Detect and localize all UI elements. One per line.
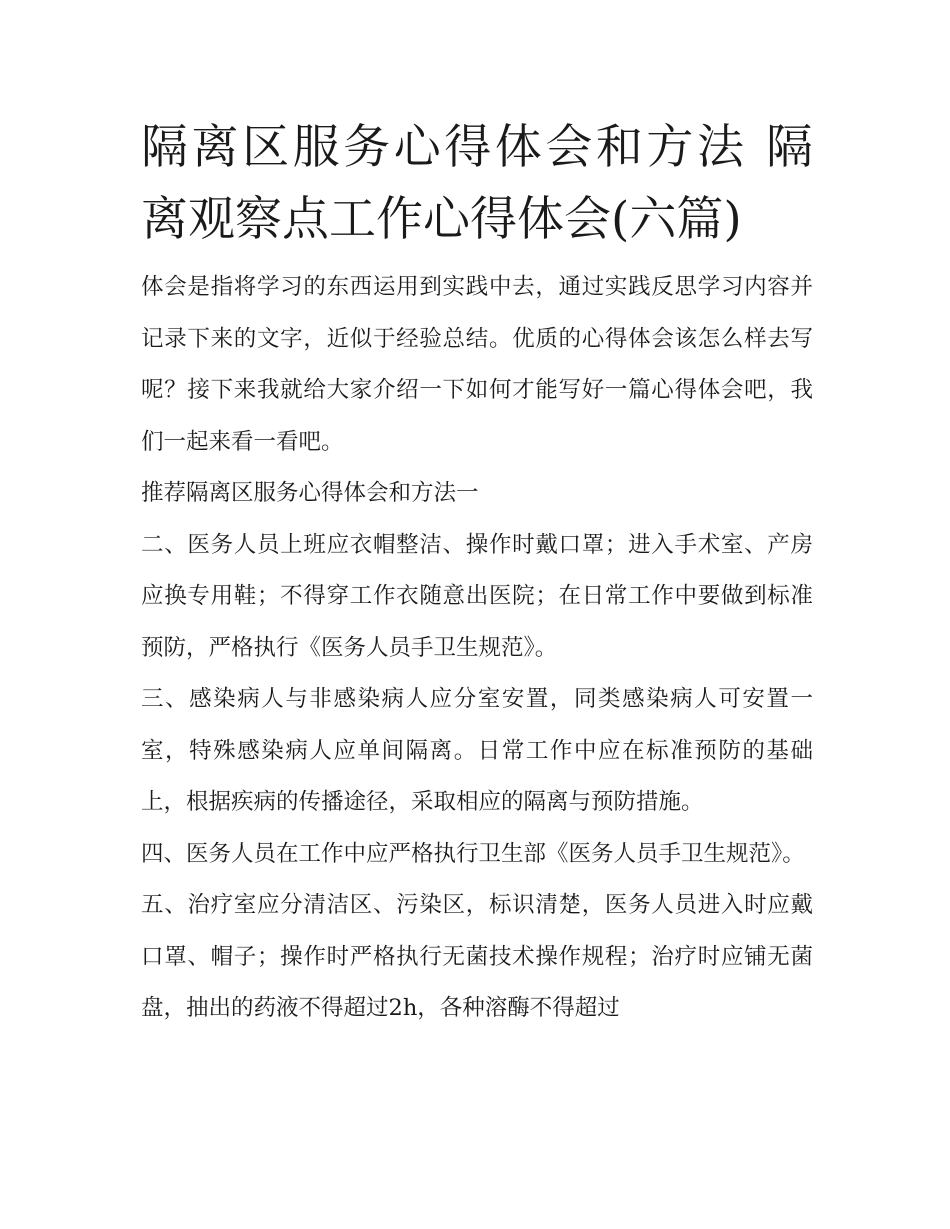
paragraph-item-2: 二、医务人员上班应衣帽整洁、操作时戴口罩；进入手术室、产房应换专用鞋；不得穿工作衣随意出医院；在日常工作中要做到标准预防，严格执行《医务人员手卫生规范》。 [141,531,813,661]
document-body [141,262,813,1035]
paragraph-item-4: 四、医务人员在工作中应严格执行卫生部《医务人员手卫生规范》。 [141,840,805,867]
intro-paragraph: 体会是指将学习的东西运用到实践中去，通过实践反思学习内容并记录下来的文字，近似于经验总结。优质的心得体会该怎么样去写呢？接下来我就给大家介绍一下如何才能写好一篇心得体会吧，我们一起来看一看吧。 [141,274,813,455]
paragraph-item-3: 三、感染病人与非感染病人应分室安置，同类感染病人可安置一室，特殊感染病人应单间隔离。日常工作中应在标准预防的基础上，根据疾病的传播途径，采取相应的隔离与预防措施。 [141,686,813,815]
document-page [141,112,813,1035]
section-heading: 推荐隔离区服务心得体会和方法一 [141,480,479,506]
document-title: 隔离区服务心得体会和方法 隔离观察点工作心得体会(六篇) [141,120,813,247]
paragraph-item-5: 五、治疗室应分清洁区、污染区，标识清楚，医务人员进入时应戴口罩、帽子；操作时严格执行无菌技术操作规程；治疗时应铺无菌盘，抽出的药液不得超过2h，各种溶酶不得超过 [141,892,813,1021]
